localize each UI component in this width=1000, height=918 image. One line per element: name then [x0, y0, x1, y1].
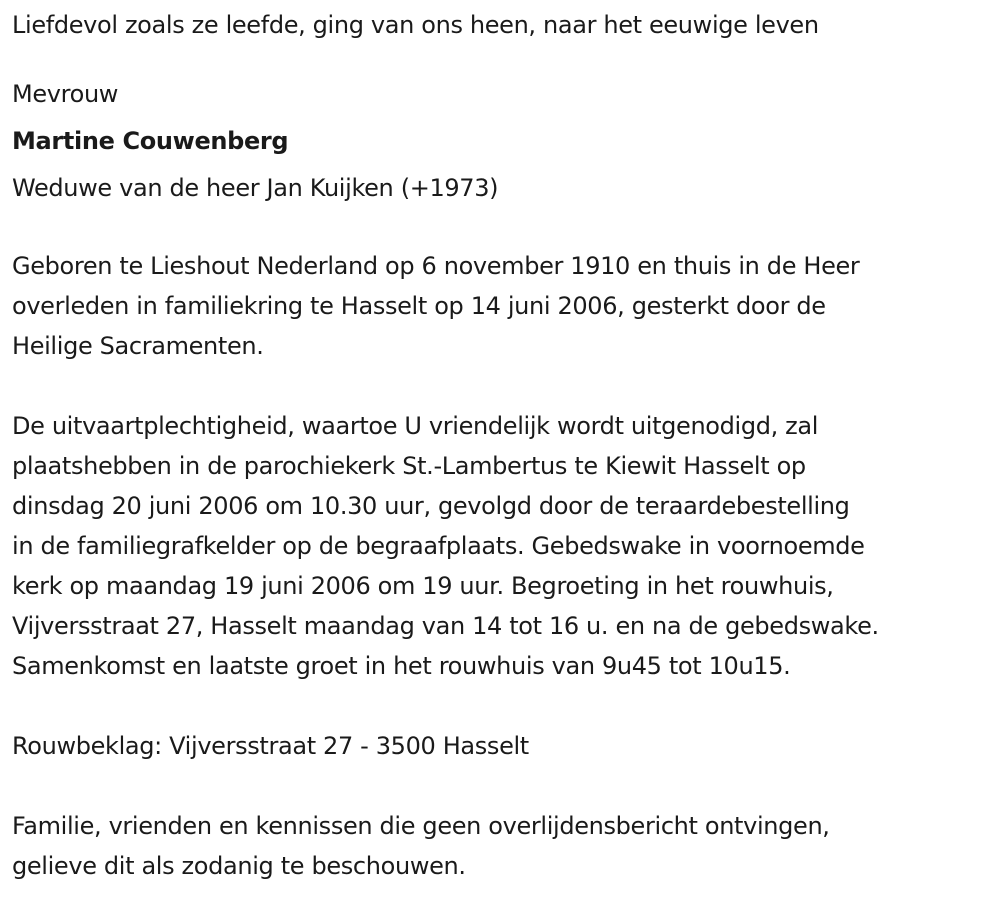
paragraph-line: plaatshebben in de parochiekerk St.-Lambertus te Kiewit Hasselt op: [12, 452, 806, 480]
death-notice: [12, 0, 992, 886]
paragraph-line: Familie, vrienden en kennissen die geen overlijdensbericht ontvingen,: [12, 812, 830, 840]
salutation: Mevrouw: [12, 80, 119, 108]
paragraph-line: Heilige Sacramenten.: [12, 332, 264, 360]
paragraph-line: in de familiegrafkelder op de begraafplaats. Gebedswake in voornoemde: [12, 532, 865, 560]
paragraph-line: Geboren te Lieshout Nederland op 6 november 1910 en thuis in de Heer: [12, 252, 860, 280]
birth-death-paragraph: [12, 246, 992, 366]
deceased-name: Martine Couwenberg: [12, 127, 289, 155]
paragraph-line: dinsdag 20 juni 2006 om 10.30 uur, gevolgd door de teraardebestelling: [12, 492, 850, 520]
widow-of-line: Weduwe van de heer Jan Kuijken (+1973): [12, 174, 499, 202]
condolence-address: Rouwbeklag: Vijversstraat 27 - 3500 Hasselt: [12, 732, 529, 760]
paragraph-line: De uitvaartplechtigheid, waartoe U vriendelijk wordt uitgenodigd, zal: [12, 412, 819, 440]
paragraph-line: Samenkomst en laatste groet in het rouwhuis van 9u45 tot 10u15.: [12, 652, 791, 680]
paragraph-line: gelieve dit als zodanig te beschouwen.: [12, 852, 466, 880]
funeral-paragraph: [12, 406, 992, 686]
paragraph-line: overleden in familiekring te Hasselt op 14 juni 2006, gesterkt door de: [12, 292, 826, 320]
intro-line: Liefdevol zoals ze leefde, ging van ons heen, naar het eeuwige leven: [12, 11, 819, 39]
paragraph-line: kerk op maandag 19 juni 2006 om 19 uur. Begroeting in het rouwhuis,: [12, 572, 834, 600]
closing-paragraph: [12, 806, 992, 886]
paragraph-line: Vijversstraat 27, Hasselt maandag van 14 tot 16 u. en na de gebedswake.: [12, 612, 879, 640]
